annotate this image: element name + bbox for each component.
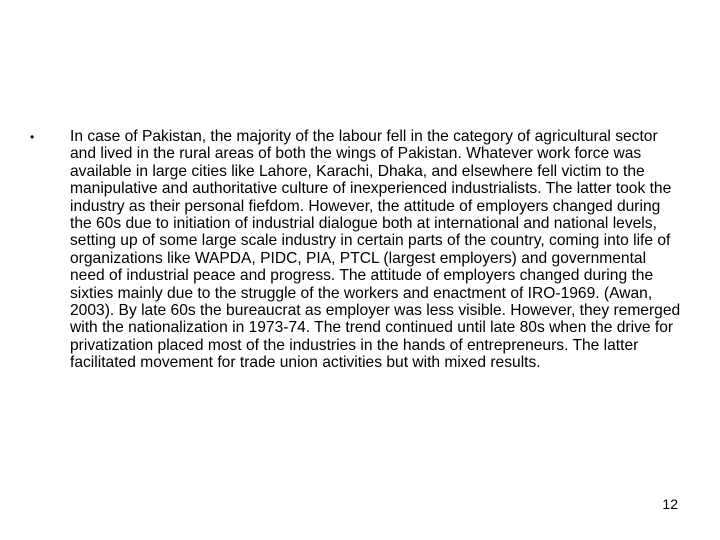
bullet-icon: •: [30, 130, 35, 144]
bullet-text: In case of Pakistan, the majority of the labour fell in the category of agricultural sector and lived in the rural areas of both the wings of Pakistan. Whatever work force was available in large cities like Lahore, Karachi, Dhaka, and elsewhere fell victim to the manipulative and authoritative culture of inexperienced industrialists. The latter took the industry as their personal fiefdom. However, the attitude of employers changed during the 60s due to initiation of industrial dialogue both at international and national levels, setting up of some large scale industry in certain parts of the country, coming into life of organizations like WAPDA, PIDC, PIA, PTCL (largest employers) and governmental need of industrial peace and progress. The attitude of employers changed during the sixties mainly due to the struggle of the workers and enactment of IRO-1969. (Awan, 2003). By late 60s the bureaucrat as employer was less visible. However, they remerged with the nationalization in 1973-74. The trend continued until late 80s when the drive for privatization placed most of the industries in the hands of entrepreneurs. The latter facilitated movement for trade union activities but with mixed results.: [70, 128, 681, 372]
page-number: 12: [662, 496, 678, 512]
bullet-item: [30, 128, 690, 372]
